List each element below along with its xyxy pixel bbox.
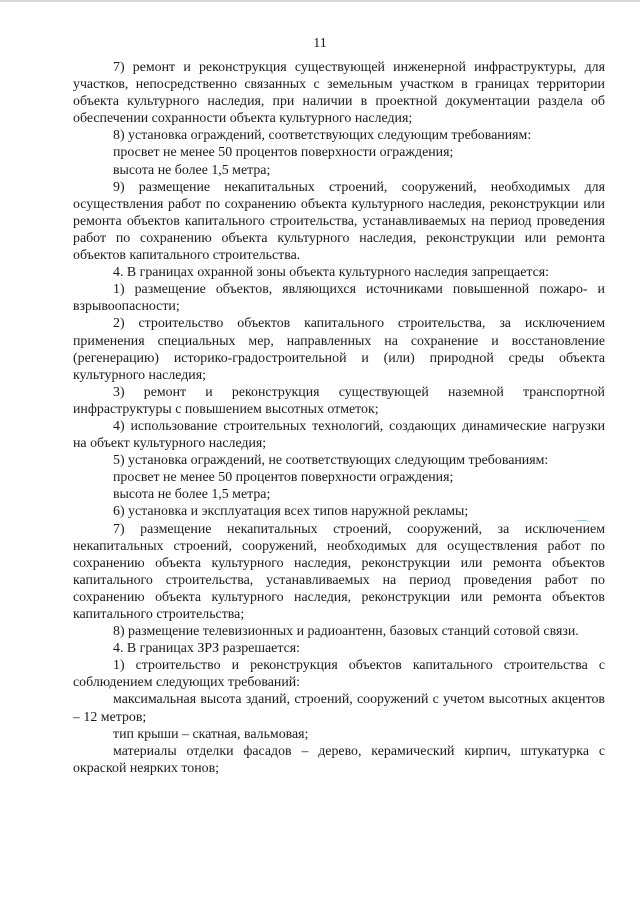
paragraph: 4. В границах ЗРЗ разрешается: <box>113 641 300 657</box>
paragraph: 8) установка ограждений, соответствующих следующим требованиям: <box>113 128 532 144</box>
paragraph: 9) размещение некапитальных строений, сооружений, необходимых для осуществления работ по сохранению объекта культурного наследия, реконструкции или ремонта объектов капитального строительства, устанавливаемых на период проведения работ по сохранению объекта культурного наследия, реконструкции или ремонта объектов капитального строительства. <box>73 179 605 264</box>
paragraph: 4. В границах охранной зоны объекта культурного наследия запрещается: <box>113 265 550 281</box>
paragraph: просвет не менее 50 процентов поверхности ограждения; <box>113 470 454 486</box>
paragraph: материалы отделки фасадов – дерево, керамический кирпич, штукатурка с окраской неярких тонов; <box>73 743 605 776</box>
paragraph: высота не более 1,5 метра; <box>113 487 271 503</box>
paragraph: 7) размещение некапитальных строений, сооружений, за исключением некапитальных строений, сооружений, необходимых для осуществления работ по сохранению объекта культурного наследия, реконструкции или ремонта объектов капитального строительства, устанавливаемых на период проведения работ по сохранению объекта культурного наследия, реконструкции или ремонта объектов капитального строительства; <box>73 521 605 622</box>
page-number: 11 <box>313 36 327 51</box>
paragraph: 4) использование строительных технологий, создающих динамические нагрузки на объект культурного наследия; <box>73 418 605 452</box>
paragraph: 1) размещение объектов, являющихся источниками повышенной пожаро- и взрывоопасности; <box>73 282 605 315</box>
paragraph: 6) установка и эксплуатация всех типов наружной рекламы; <box>113 504 469 520</box>
paragraph: 7) ремонт и реконструкция существующей инженерной инфраструктуры, для участков, непосредственно связанных с земельным участком в границах территории объекта культурного наследия, при наличии в проектной документации раздела об обеспечении сохранности объекта культурного наследия; <box>73 60 605 127</box>
paragraph: тип крыши – скатная, вальмовая; <box>113 726 309 742</box>
document-body <box>73 59 605 777</box>
paragraph: 8) размещение телевизионных и радиоантенн, базовых станций сотовой связи. <box>113 624 579 640</box>
paragraph: максимальная высота зданий, строений, сооружений с учетом высотных акцентов – 12 метров; <box>73 692 605 725</box>
paragraph: 1) строительство и реконструкция объектов капитального строительства с соблюдением следующих требований: <box>73 658 605 691</box>
paragraph: просвет не менее 50 процентов поверхности ограждения; <box>113 145 454 161</box>
paragraph: 5) установка ограждений, не соответствующих следующим требованиям: <box>113 453 549 469</box>
paragraph: 3) ремонт и реконструкция существующей наземной транспортной инфраструктуры с повышением высотных отметок; <box>73 384 605 417</box>
paragraph: высота не более 1,5 метра; <box>113 162 271 178</box>
paragraph: 2) строительство объектов капитального строительства, за исключением применения специальных мер, направленных на сохранение и восстановление (регенерацию) историко-градостроительной и (или) природной среды объекта культурного наследия; <box>73 316 605 383</box>
ink-mark <box>574 520 590 524</box>
